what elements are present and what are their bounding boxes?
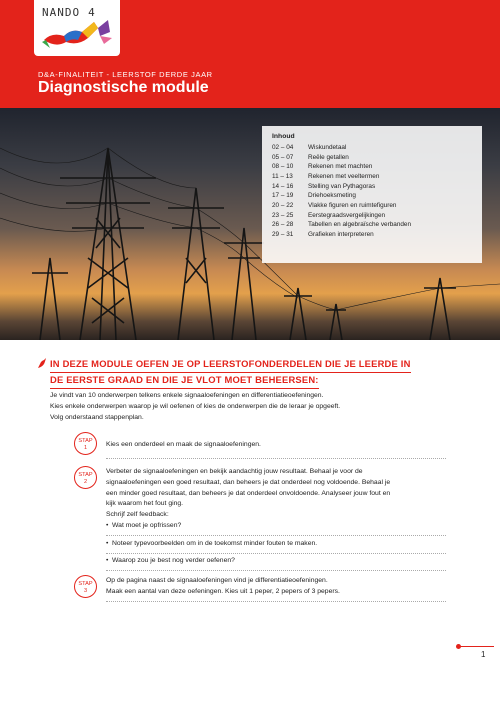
step-2-line: een minder goed resultaat, dan beheers je dat onderdeel onvoldoende. Analyseer jouw fout en — [106, 489, 391, 497]
feedback-bullet-3: • Waarop zou je best nog verder oefenen? — [112, 557, 235, 564]
feedback-bullet-1: • Wat moet je opfrissen? — [112, 522, 181, 529]
logo-number: 4 — [88, 6, 96, 19]
toc-item-label: Eerstegraadsvergelijkingen — [308, 211, 386, 219]
step-1-text: Kies een onderdeel en maak de signaaloefeningen. — [106, 441, 261, 448]
step-3-text — [106, 576, 446, 598]
intro-paragraph-2: Kies enkele onderwerpen waarop je wil oefenen of kies de onderwerpen die de leraar je opgeeft. — [50, 403, 341, 410]
step-2-text — [106, 467, 446, 521]
header-subtitle: D&A-FINALITEIT - LEERSTOF DERDE JAAR — [38, 70, 213, 79]
toc-item-pages: 23 – 25 — [272, 211, 294, 219]
toc-item[interactable] — [272, 143, 472, 153]
logo-bird-icon — [38, 18, 116, 52]
page-number-line — [458, 646, 494, 647]
toc-item-pages: 26 – 28 — [272, 221, 294, 229]
step-3-line: Maak een aantal van deze oefeningen. Kies uit 1 peper, 2 pepers of 3 pepers. — [106, 587, 340, 595]
toc-item-pages: 29 – 31 — [272, 230, 294, 238]
step-number: 3 — [83, 588, 88, 594]
divider — [106, 535, 446, 536]
toc-item-label: Reële getallen — [308, 153, 349, 161]
step-2-line: Schrijf zelf feedback: — [106, 511, 169, 519]
page-number-dot — [456, 644, 461, 649]
toc-item-pages: 14 – 16 — [272, 182, 294, 190]
step-2-line: Verbeter de signaaloefeningen en bekijk aandachtig jouw resultaat. Behaal je voor de — [106, 468, 363, 475]
divider — [106, 570, 446, 571]
table-of-contents — [262, 126, 482, 263]
toc-item-label: Grafieken interpreteren — [308, 230, 374, 238]
toc-item[interactable] — [272, 153, 472, 163]
logo-brand: NANDO — [42, 6, 81, 19]
toc-item[interactable] — [272, 230, 472, 240]
toc-item-pages: 05 – 07 — [272, 153, 294, 161]
step-label: STAP — [78, 581, 93, 587]
step-badge-2 — [74, 466, 97, 489]
toc-item[interactable] — [272, 162, 472, 172]
intro-paragraph-1: Je vindt van 10 onderwerpen telkens enkele signaaloefeningen en differentiatieoefeningen. — [50, 392, 324, 399]
divider — [106, 601, 446, 602]
divider — [106, 553, 446, 554]
step-badge-3 — [74, 575, 97, 598]
toc-item-label: Rekenen met machten — [308, 163, 373, 171]
toc-item-label: Vlakke figuren en ruimtefiguren — [308, 201, 397, 209]
step-number: 2 — [83, 479, 88, 485]
toc-item-label: Rekenen met veeltermen — [308, 172, 380, 180]
step-label: STAP — [78, 472, 93, 478]
intro-line-1: IN DEZE MODULE OEFEN JE OP LEERSTOFONDERDELEN DIE JE LEERDE IN — [50, 357, 411, 373]
nando-logo — [34, 0, 120, 56]
intro-heading — [50, 357, 411, 389]
toc-item-label: Wiskundetaal — [308, 144, 347, 151]
toc-item[interactable] — [272, 182, 472, 192]
step-2-line: kijk waarom het fout ging. — [106, 500, 184, 508]
page-title: Diagnostische module — [38, 79, 209, 96]
toc-item-label: Stelling van Pythagoras — [308, 182, 376, 190]
step-number: 1 — [83, 445, 88, 451]
feedback-bullet-2: • Noteer typevoorbeelden om in de toekomst minder fouten te maken. — [112, 540, 317, 547]
step-label: STAP — [78, 438, 93, 444]
toc-item[interactable] — [272, 191, 472, 201]
toc-item[interactable] — [272, 172, 472, 182]
toc-item-pages: 11 – 13 — [272, 172, 293, 180]
step-2-line: signaaloefeningen een goed resultaat, dan beheers je dat onderdeel nog voldoende. Behaal je — [106, 478, 391, 486]
toc-item-pages: 08 – 10 — [272, 163, 294, 171]
step-badge-1 — [74, 432, 97, 455]
pepper-icon — [38, 358, 47, 368]
page-number: 1 — [481, 650, 486, 659]
toc-item-label: Tabellen en algebraïsche verbanden — [308, 221, 412, 229]
toc-heading: Inhoud — [272, 133, 295, 140]
toc-item[interactable] — [272, 220, 472, 230]
step-3-line: Op de pagina naast de signaaloefeningen vind je differentiatieoefeningen. — [106, 577, 328, 584]
intro-paragraph-3: Volg onderstaand stappenplan. — [50, 414, 144, 421]
toc-item-pages: 17 – 19 — [272, 192, 294, 200]
toc-item-pages: 20 – 22 — [272, 201, 294, 209]
toc-item[interactable] — [272, 211, 472, 221]
intro-line-2: DE EERSTE GRAAD EN DIE JE VLOT MOET BEHEERSEN: — [50, 373, 319, 389]
toc-item[interactable] — [272, 201, 472, 211]
toc-item-pages: 02 – 04 — [272, 144, 294, 151]
header-banner — [0, 0, 500, 108]
toc-item-label: Driehoeksmeting — [308, 192, 356, 200]
divider — [106, 458, 446, 459]
